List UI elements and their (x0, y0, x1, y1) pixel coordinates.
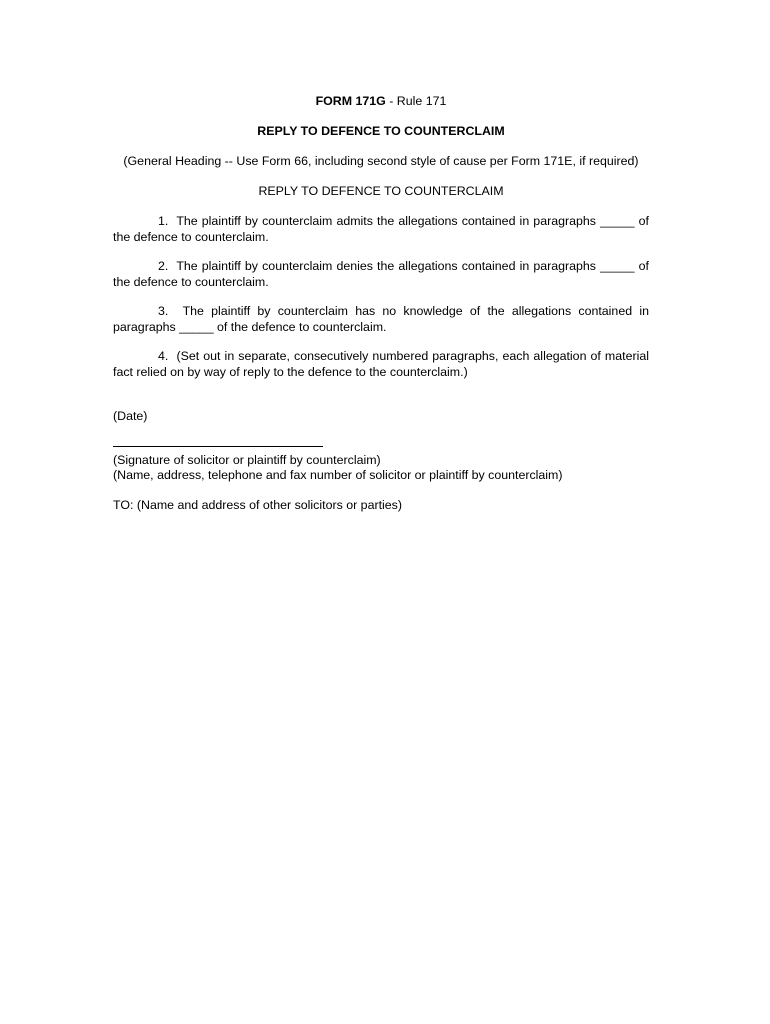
document-heading: REPLY TO DEFENCE TO COUNTERCLAIM (257, 124, 505, 138)
date-label: (Date) (113, 409, 148, 423)
general-heading-note: (General Heading -- Use Form 66, including second style of cause per Form 171E, if required) (123, 154, 639, 168)
paragraph-text: (Set out in separate, consecutively numbered paragraphs, each allegation of material fact relied on by way of reply to the defence to the counterclaim.) (113, 349, 649, 379)
signature-block (113, 453, 649, 483)
paragraph-text: The plaintiff by counterclaim denies the allegations contained in paragraphs _____ of the defence to counterclaim. (113, 259, 649, 289)
paragraph-1 (113, 214, 649, 245)
paragraph-number: 2. (158, 259, 169, 273)
form-number: FORM 171G (315, 94, 386, 108)
rule-reference: - Rule 171 (385, 94, 447, 108)
document-page (113, 94, 649, 513)
contact-label: (Name, address, telephone and fax number of solicitor or plaintiff by counterclaim) (113, 468, 563, 482)
paragraph-4 (113, 349, 649, 380)
signature-line (113, 446, 323, 447)
paragraph-number: 3. (158, 304, 169, 318)
signature-label: (Signature of solicitor or plaintiff by counterclaim) (113, 453, 381, 467)
paragraph-text: The plaintiff by counterclaim has no knowledge of the allegations contained in paragraphs _____ of the defence to counterclaim. (113, 304, 649, 334)
paragraph-3 (113, 304, 649, 335)
document-subheading: REPLY TO DEFENCE TO COUNTERCLAIM (258, 184, 504, 198)
recipient-line: TO: (Name and address of other solicitors or parties) (113, 498, 403, 512)
paragraph-text: The plaintiff by counterclaim admits the allegations contained in paragraphs _____ of the defence to counterclaim. (113, 214, 649, 244)
paragraph-2 (113, 259, 649, 290)
paragraph-number: 4. (158, 349, 169, 363)
paragraph-number: 1. (158, 214, 169, 228)
form-title (113, 94, 649, 109)
